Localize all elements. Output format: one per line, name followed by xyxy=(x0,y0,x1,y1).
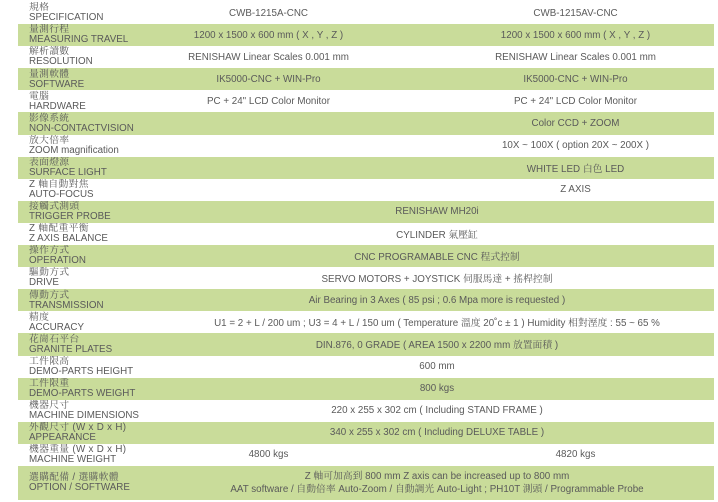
row-label-en: MEASURING TRAVEL xyxy=(29,34,129,46)
row-label-zh: 電腦 xyxy=(29,90,50,102)
row-label xyxy=(18,179,160,201)
row-values xyxy=(160,333,714,355)
table-row xyxy=(18,68,714,90)
row-values xyxy=(160,201,714,223)
row-label-zh: 驅動方式 xyxy=(29,267,70,279)
table-row xyxy=(18,223,714,245)
row-label-en: ZOOM magnification xyxy=(29,144,119,156)
row-label-en: NON-CONTACTVISION xyxy=(29,122,134,134)
table-row xyxy=(18,356,714,378)
row-label-en: RESOLUTION xyxy=(29,56,93,68)
value-merged: DIN.876, 0 GRADE ( AREA 1500 x 2200 mm 放置面積 ) xyxy=(315,340,559,352)
table-row xyxy=(18,157,714,179)
row-label xyxy=(18,112,160,134)
value-col2: CWB-1215AV-CNC xyxy=(533,7,618,19)
row-label xyxy=(18,46,160,68)
row-label-en: SURFACE LIGHT xyxy=(29,166,107,178)
row-label xyxy=(18,311,160,333)
table-row xyxy=(18,90,714,112)
value-merged: 800 kgs xyxy=(419,383,455,395)
row-label xyxy=(18,223,160,245)
row-label-zh: Z 軸自動對焦 xyxy=(29,179,89,191)
value-col1: 4800 kgs xyxy=(248,449,289,461)
row-label-en: DEMO-PARTS HEIGHT xyxy=(29,365,134,377)
row-label-en: GRANITE PLATES xyxy=(29,343,113,355)
row-label xyxy=(18,201,160,223)
table-row xyxy=(18,466,714,500)
row-label-zh: 量測行程 xyxy=(29,24,70,36)
row-label-zh: 機器重量 (W x D x H) xyxy=(29,444,127,456)
row-label-zh: 精度 xyxy=(29,311,50,323)
table-row xyxy=(18,179,714,201)
table-row xyxy=(18,289,714,311)
row-label-zh: 規格 xyxy=(29,2,50,14)
value-col1: PC + 24" LCD Color Monitor xyxy=(207,95,330,107)
row-values xyxy=(160,135,714,157)
row-label-zh: 表面燈源 xyxy=(29,156,70,168)
row-label-en: ACCURACY xyxy=(29,321,84,333)
value-col2: Color CCD + ZOOM xyxy=(531,118,620,130)
table-row xyxy=(18,46,714,68)
row-values xyxy=(160,289,714,311)
spec-table xyxy=(18,2,714,500)
row-values xyxy=(160,444,714,466)
value-line-2: AAT software / 自動倍率 Auto-Zoom / 自動調光 Auto-Light ; PH10T 測頭 / Programmable Probe xyxy=(230,483,644,495)
row-label-en: OPTION / SOFTWARE xyxy=(29,482,130,494)
row-label-en: SPECIFICATION xyxy=(29,12,104,24)
row-label-en: MACHINE DIMENSIONS xyxy=(29,409,139,421)
row-values xyxy=(160,2,714,24)
row-values xyxy=(160,179,714,201)
row-label xyxy=(18,378,160,400)
table-row xyxy=(18,201,714,223)
table-row xyxy=(18,444,714,466)
row-label-zh: Z 軸配重平衡 xyxy=(29,223,89,235)
row-values xyxy=(160,157,714,179)
value-col2: RENISHAW Linear Scales 0.001 mm xyxy=(495,51,656,63)
row-label-zh: 選購配備 / 選購軟體 xyxy=(29,472,119,484)
row-label xyxy=(18,24,160,46)
value-col1: RENISHAW Linear Scales 0.001 mm xyxy=(188,51,349,63)
row-label-en: TRANSMISSION xyxy=(29,299,104,311)
value-col2: 4820 kgs xyxy=(555,449,596,461)
row-values xyxy=(160,311,714,333)
row-label xyxy=(18,68,160,90)
table-row xyxy=(18,112,714,134)
value-merged-multiline xyxy=(160,466,714,500)
table-row xyxy=(18,24,714,46)
row-values xyxy=(160,112,714,134)
row-values xyxy=(160,378,714,400)
row-label-zh: 花崗石平台 xyxy=(29,333,80,345)
value-col1-empty xyxy=(160,179,437,201)
row-label xyxy=(18,267,160,289)
value-merged: 220 x 255 x 302 cm ( Including STAND FRAME ) xyxy=(331,405,543,417)
value-col1: 1200 x 1500 x 600 mm ( X , Y , Z ) xyxy=(193,29,344,41)
row-values xyxy=(160,422,714,444)
row-label xyxy=(18,333,160,355)
row-label-zh: 操作方式 xyxy=(29,245,70,257)
row-label xyxy=(18,157,160,179)
value-col1-empty xyxy=(160,135,437,157)
row-label-zh: 工件限重 xyxy=(29,377,70,389)
value-merged: 340 x 255 x 302 cm ( Including DELUXE TABLE ) xyxy=(329,427,545,439)
row-values xyxy=(160,24,714,46)
row-label-en: DEMO-PARTS WEIGHT xyxy=(29,387,136,399)
value-col2: Z AXIS xyxy=(560,184,591,196)
value-merged: U1 = 2 + L / 200 um ; U3 = 4 + L / 150 um ( Temperature 溫度 20˚c ± 1 ) Humidity 相對溼度 : 55 ~ 65 % xyxy=(214,318,660,330)
value-merged: Air Bearing in 3 Axes ( 85 psi ; 0.6 Mpa more is requested ) xyxy=(308,294,566,306)
row-label-zh: 機器尺寸 xyxy=(29,399,70,411)
value-merged: CYLINDER 氣壓缸 xyxy=(396,229,478,241)
row-values xyxy=(160,68,714,90)
value-col1-empty xyxy=(160,157,437,179)
row-label-en: AUTO-FOCUS xyxy=(29,189,94,201)
row-label-zh: 傳動方式 xyxy=(29,289,70,301)
row-label-en: APPEARANCE xyxy=(29,432,96,444)
row-values xyxy=(160,466,714,500)
row-label-zh: 量測軟體 xyxy=(29,68,70,80)
table-row xyxy=(18,378,714,400)
row-label-zh: 放大倍率 xyxy=(29,134,70,146)
table-row xyxy=(18,245,714,267)
row-label xyxy=(18,2,160,24)
value-col1-empty xyxy=(160,112,437,134)
value-col1: IK5000-CNC + WIN-Pro xyxy=(216,73,321,85)
row-label-zh: 解析讀數 xyxy=(29,46,70,58)
row-values xyxy=(160,245,714,267)
row-label-zh: 影像系統 xyxy=(29,112,70,124)
row-label xyxy=(18,90,160,112)
row-label-en: TRIGGER PROBE xyxy=(29,211,111,223)
row-label-en: HARDWARE xyxy=(29,100,86,112)
row-label xyxy=(18,444,160,466)
value-merged: SERVO MOTORS + JOYSTICK 伺服馬達 + 搖桿控制 xyxy=(321,274,553,286)
value-col2: 1200 x 1500 x 600 mm ( X , Y , Z ) xyxy=(500,29,651,41)
row-label xyxy=(18,135,160,157)
row-values xyxy=(160,356,714,378)
row-values xyxy=(160,400,714,422)
row-label xyxy=(18,356,160,378)
table-row xyxy=(18,400,714,422)
row-values xyxy=(160,46,714,68)
table-row xyxy=(18,333,714,355)
row-values xyxy=(160,90,714,112)
row-label-zh: 外觀尺寸 (W x D x H) xyxy=(29,422,127,434)
row-label xyxy=(18,466,160,500)
table-row xyxy=(18,2,714,24)
value-merged: RENISHAW MH20i xyxy=(395,206,479,218)
value-col1: CWB-1215A-CNC xyxy=(229,7,308,19)
row-label xyxy=(18,245,160,267)
table-row xyxy=(18,267,714,289)
row-label-zh: 接觸式測頭 xyxy=(29,201,80,213)
row-values xyxy=(160,223,714,245)
value-col2: WHITE LED 白色 LED xyxy=(526,163,625,175)
table-row xyxy=(18,135,714,157)
value-col2: 10X ~ 100X ( option 20X ~ 200X ) xyxy=(501,140,650,152)
value-line-1: Z 軸可加高到 800 mm Z axis can be increased up to 800 mm xyxy=(304,470,570,482)
value-col2: PC + 24" LCD Color Monitor xyxy=(514,95,637,107)
table-row xyxy=(18,422,714,444)
row-label-en: Z AXIS BALANCE xyxy=(29,233,108,245)
row-label-en: MACHINE WEIGHT xyxy=(29,454,117,466)
value-col2: IK5000-CNC + WIN-Pro xyxy=(523,73,628,85)
row-label xyxy=(18,422,160,444)
row-label xyxy=(18,400,160,422)
value-merged: 600 mm xyxy=(419,361,455,373)
row-label-zh: 工件限高 xyxy=(29,355,70,367)
row-label-en: DRIVE xyxy=(29,277,59,289)
row-label-en: OPERATION xyxy=(29,255,86,267)
value-merged: CNC PROGRAMABLE CNC 程式控制 xyxy=(354,252,520,264)
row-values xyxy=(160,267,714,289)
table-row xyxy=(18,311,714,333)
row-label-en: SOFTWARE xyxy=(29,78,85,90)
row-label xyxy=(18,289,160,311)
